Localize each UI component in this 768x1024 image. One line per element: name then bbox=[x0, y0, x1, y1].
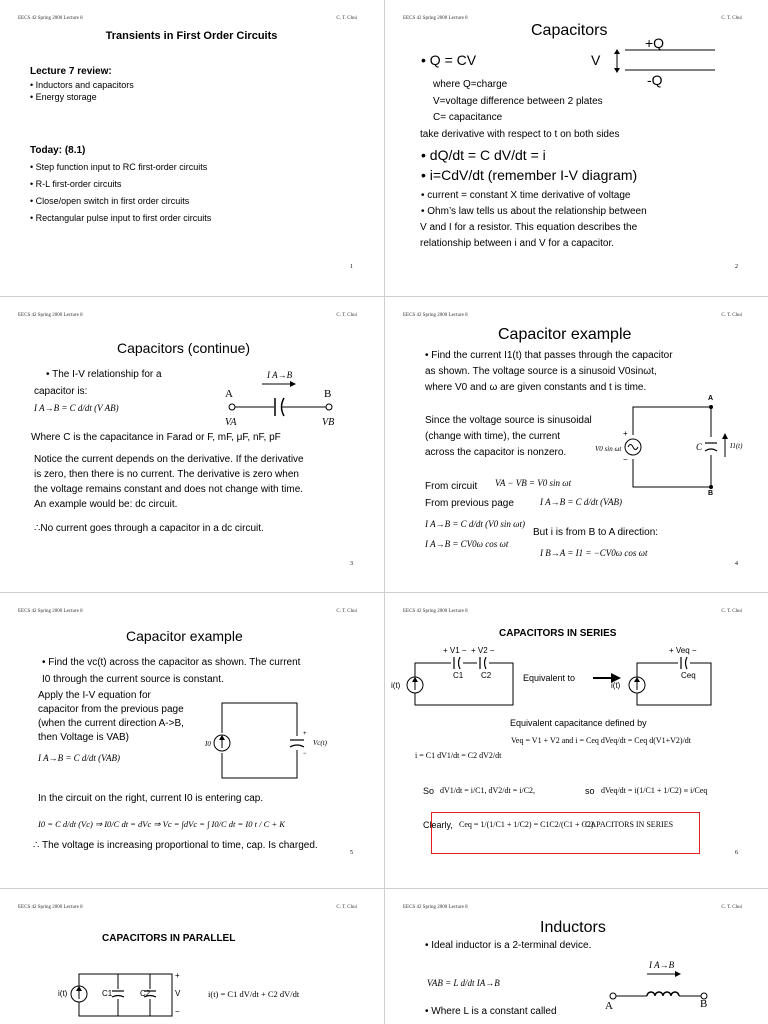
current-arrow-label: I A→B bbox=[267, 370, 293, 380]
problem-line3: where V0 and ω are given constants and t is time. bbox=[425, 382, 647, 393]
node-a-label: A bbox=[605, 1000, 613, 1012]
ceq-label: Ceq bbox=[681, 671, 696, 680]
slide-title: Inductors bbox=[540, 919, 606, 936]
slide-header-author: C. T. Chui bbox=[336, 313, 357, 318]
c1-label: C1 bbox=[453, 671, 464, 680]
problem-line1: • Find the current I1(t) that passes through the capacitor bbox=[425, 350, 673, 361]
today-item: • R-L first-order circuits bbox=[30, 179, 121, 189]
slide-4 bbox=[385, 297, 768, 592]
so-label-2: so bbox=[585, 786, 595, 796]
notice-line3: the voltage remains constant and does not change with time. bbox=[34, 484, 304, 495]
derivative-note: take derivative with respect to t on both sides bbox=[420, 129, 620, 140]
bullet-ohms-law-line3: relationship between i and V for a capacitor. bbox=[420, 238, 615, 249]
conclusion: ∴ The voltage is increasing proportional to time, cap. Is charged. bbox=[33, 840, 318, 851]
bullet-current: • current = constant X time derivative of voltage bbox=[421, 190, 630, 201]
slide-header-author: C. T. Chui bbox=[721, 16, 742, 21]
slide-header-author: C. T. Chui bbox=[721, 313, 742, 318]
slide-header-course: EECS 42 Spring 2000 Lecture 8 bbox=[18, 609, 83, 614]
node-a-label: A bbox=[708, 395, 714, 402]
iv-relationship-line1: • The I-V relationship for a bbox=[46, 369, 162, 380]
veq-derivative-equation: dVeq/dt = i(1/C1 + 1/C2) ≡ i/Ceq bbox=[601, 786, 708, 795]
problem-line1: • Find the vc(t) across the capacitor as shown. The current bbox=[42, 657, 300, 668]
slide-3 bbox=[0, 297, 383, 592]
parallel-circuit-diagram bbox=[0, 889, 383, 1024]
slide-header-course: EECS 42 Spring 2000 Lecture 8 bbox=[18, 16, 83, 21]
page-number: 4 bbox=[735, 561, 738, 567]
result-label: CAPACITORS IN SERIES bbox=[585, 820, 674, 829]
slide-header-author: C. T. Chui bbox=[336, 905, 357, 910]
today-title: Today: (8.1) bbox=[30, 145, 86, 156]
slide-2 bbox=[385, 0, 768, 295]
veq-label: + Veq − bbox=[669, 646, 697, 655]
iv-relationship-line2: capacitor is: bbox=[34, 386, 88, 397]
vc-label: Vc(t) bbox=[313, 739, 327, 747]
circuit-equation: VA − VB = V0 sin ωt bbox=[495, 478, 572, 488]
iv-equation: I A→B = C d/dt (V AB) bbox=[34, 403, 119, 413]
slide-header-author: C. T. Chui bbox=[336, 609, 357, 614]
slide-5 bbox=[0, 593, 383, 888]
derivation-c: I B→A = I1 = −CV0ω cos ωt bbox=[540, 548, 648, 558]
derivation-a: I A→B = C d/dt (V0 sin ωt) bbox=[425, 519, 526, 529]
in-circuit-note: In the circuit on the right, current I0 is entering cap. bbox=[38, 793, 264, 804]
integration-equation: I0 = C d/dt (Vc) ⇒ I0/C dt = dVc ⇒ Vc = ∫dVc = ∫ I0/C dt = I0 t / C + K bbox=[38, 819, 285, 829]
page-number: 5 bbox=[350, 850, 353, 856]
iv-equation: • i=CdV/dt (remember I-V diagram) bbox=[421, 167, 637, 183]
review-item: • Inductors and capacitors bbox=[30, 80, 134, 90]
current-arrow-label: I A→B bbox=[649, 960, 675, 970]
problem-line2: as shown. The voltage source is a sinusoid V0sinωt, bbox=[425, 366, 657, 377]
iv-equation: I A→B = C d/dt (VAB) bbox=[38, 753, 120, 763]
where-q: where Q=charge bbox=[433, 79, 508, 90]
slide-header-author: C. T. Chui bbox=[721, 609, 742, 614]
slide-7 bbox=[0, 889, 383, 1024]
capacitor-label: C bbox=[696, 442, 703, 452]
page-number: 2 bbox=[735, 264, 738, 270]
slide-header-author: C. T. Chui bbox=[336, 16, 357, 21]
v-label: V bbox=[175, 989, 181, 998]
since-line3: across the capacitor is nonzero. bbox=[425, 447, 567, 458]
c1-label: C1 bbox=[102, 989, 113, 998]
previous-equation: I A→B = C d/dt (VAB) bbox=[540, 497, 622, 507]
inductor-definition: • Ideal inductor is a 2-terminal device. bbox=[425, 940, 591, 951]
node-a-label: A bbox=[225, 388, 233, 400]
slide-title: CAPACITORS IN PARALLEL bbox=[102, 933, 236, 944]
page-number: 1 bbox=[350, 264, 353, 270]
c2-label: C2 bbox=[481, 671, 492, 680]
review-title: Lecture 7 review: bbox=[30, 66, 112, 77]
today-item: • Close/open switch in first order circuits bbox=[30, 196, 189, 206]
series-current-equation: i = C1 dV1/dt = C2 dV2/dt bbox=[415, 751, 502, 760]
from-previous: From previous page bbox=[425, 498, 514, 509]
apply-line4: then Voltage is VAB) bbox=[38, 732, 129, 743]
review-item: • Energy storage bbox=[30, 92, 97, 102]
minus-q-label: -Q bbox=[647, 72, 663, 88]
equivalent-definition: Equivalent capacitance defined by bbox=[510, 718, 647, 728]
slide-header-course: EECS 42 Spring 2000 Lecture 8 bbox=[403, 905, 468, 910]
plus-sign: + bbox=[175, 971, 180, 980]
node-b-label: B bbox=[708, 490, 714, 497]
c-definition: C= capacitance bbox=[433, 112, 503, 123]
v2-label: + V2 − bbox=[471, 646, 495, 655]
minus-sign: − bbox=[623, 455, 628, 464]
i0-label: I0 bbox=[205, 740, 211, 748]
v-definition: V=voltage difference between 2 plates bbox=[433, 96, 603, 107]
plus-q-label: +Q bbox=[645, 35, 665, 51]
slide-6 bbox=[385, 593, 768, 888]
va-label: VA bbox=[225, 417, 237, 428]
source-label-equivalent: i(t) bbox=[611, 681, 621, 690]
plus-sign: + bbox=[303, 731, 307, 737]
slide-header-course: EECS 42 Spring 2000 Lecture 8 bbox=[403, 609, 468, 614]
vb-label: VB bbox=[322, 417, 335, 428]
inductor-equation: VAB = L d/dt IA→B bbox=[427, 978, 500, 988]
slide-header-course: EECS 42 Spring 2000 Lecture 8 bbox=[18, 905, 83, 910]
bullet-ohms-law: • Ohm’s law tells us about the relationship between bbox=[421, 206, 647, 217]
equivalent-to: Equivalent to bbox=[523, 673, 576, 683]
q-equation: • Q = CV bbox=[421, 52, 476, 68]
direction-note: But i is from B to A direction: bbox=[533, 527, 659, 538]
notice-line2: is zero, then there is no current. The derivative is zero when bbox=[34, 469, 299, 480]
slide-title: Transients in First Order Circuits bbox=[105, 30, 278, 42]
slide-title: CAPACITORS IN SERIES bbox=[499, 628, 617, 639]
slide-title: Capacitors (continue) bbox=[117, 340, 251, 356]
slide-header-course: EECS 42 Spring 2000 Lecture 8 bbox=[403, 16, 468, 21]
slide-title: Capacitor example bbox=[498, 326, 632, 343]
parallel-equation: i(t) = C1 dV/dt + C2 dV/dt bbox=[208, 989, 300, 999]
current-label: I1(t) bbox=[730, 442, 743, 450]
problem-line2: I0 through the current source is constant. bbox=[42, 674, 224, 685]
minus-sign: − bbox=[175, 1007, 180, 1016]
veq-equation: Veq = V1 + V2 and i = Ceq dVeq/dt = Ceq d(V1+V2)/dt bbox=[511, 736, 692, 745]
source-label: V0 sin ωt bbox=[595, 445, 622, 453]
slide-header-course: EECS 42 Spring 2000 Lecture 8 bbox=[403, 313, 468, 318]
minus-sign: − bbox=[303, 751, 307, 757]
derivative-equation: • dQ/dt = C dV/dt = i bbox=[421, 147, 546, 163]
since-line1: Since the voltage source is sinusoidal bbox=[425, 415, 592, 426]
from-circuit: From circuit bbox=[425, 481, 478, 492]
source-label: i(t) bbox=[391, 681, 401, 690]
page-number: 6 bbox=[735, 850, 738, 856]
v-label: V bbox=[591, 52, 601, 68]
current-source-circuit-diagram bbox=[0, 593, 383, 793]
inductor-symbol-diagram bbox=[385, 889, 768, 1024]
slide-header-course: EECS 42 Spring 2000 Lecture 8 bbox=[18, 313, 83, 318]
since-line2: (change with time), the current bbox=[425, 431, 561, 442]
conclusion: ∴No current goes through a capacitor in a dc circuit. bbox=[34, 523, 264, 534]
v1-label: + V1 − bbox=[443, 646, 467, 655]
slide-1 bbox=[0, 0, 383, 295]
slide-8 bbox=[385, 889, 768, 1024]
bullet-ohms-law-line2: V and I for a resistor. This equation describes the bbox=[420, 222, 638, 233]
result-highlight-box bbox=[431, 812, 700, 854]
clearly-label: Clearly, bbox=[423, 820, 453, 830]
apply-line3: (when the current direction A->B, bbox=[38, 718, 184, 729]
apply-line2: capacitor from the previous page bbox=[38, 704, 184, 715]
c2-label: C2 bbox=[140, 989, 151, 998]
source-label: i(t) bbox=[58, 989, 68, 998]
so-equation: dV1/dt = i/C1, dV2/dt = i/C2, bbox=[440, 786, 536, 795]
slide-title: Capacitor example bbox=[126, 628, 243, 644]
slide-title: Capacitors bbox=[531, 22, 608, 39]
where-c: Where C is the capacitance in Farad or F, mF, μF, nF, pF bbox=[31, 432, 281, 443]
plus-sign: + bbox=[623, 429, 628, 438]
apply-line1: Apply the I-V equation for bbox=[38, 690, 151, 701]
capacitor-symbol-diagram bbox=[0, 297, 383, 437]
node-b-label: B bbox=[324, 388, 332, 400]
series-circuit-diagram bbox=[385, 593, 768, 733]
node-b-label: B bbox=[700, 998, 708, 1010]
notice-line4: An example would be: dc circuit. bbox=[34, 499, 178, 510]
slide-header-author: C. T. Chui bbox=[721, 905, 742, 910]
where-l: • Where L is a constant called bbox=[425, 1006, 557, 1017]
ceq-equation: Ceq = 1/(1/C1 + 1/C2) = C1C2/(C1 + C2) bbox=[459, 820, 594, 829]
today-item: • Step function input to RC first-order circuits bbox=[30, 162, 207, 172]
notice-line1: Notice the current depends on the derivative. If the derivative bbox=[34, 454, 304, 465]
today-item: • Rectangular pulse input to first order circuits bbox=[30, 213, 211, 223]
derivation-b: I A→B = CV0ω cos ωt bbox=[425, 539, 509, 549]
page-number: 3 bbox=[350, 561, 353, 567]
so-label: So bbox=[423, 786, 435, 796]
